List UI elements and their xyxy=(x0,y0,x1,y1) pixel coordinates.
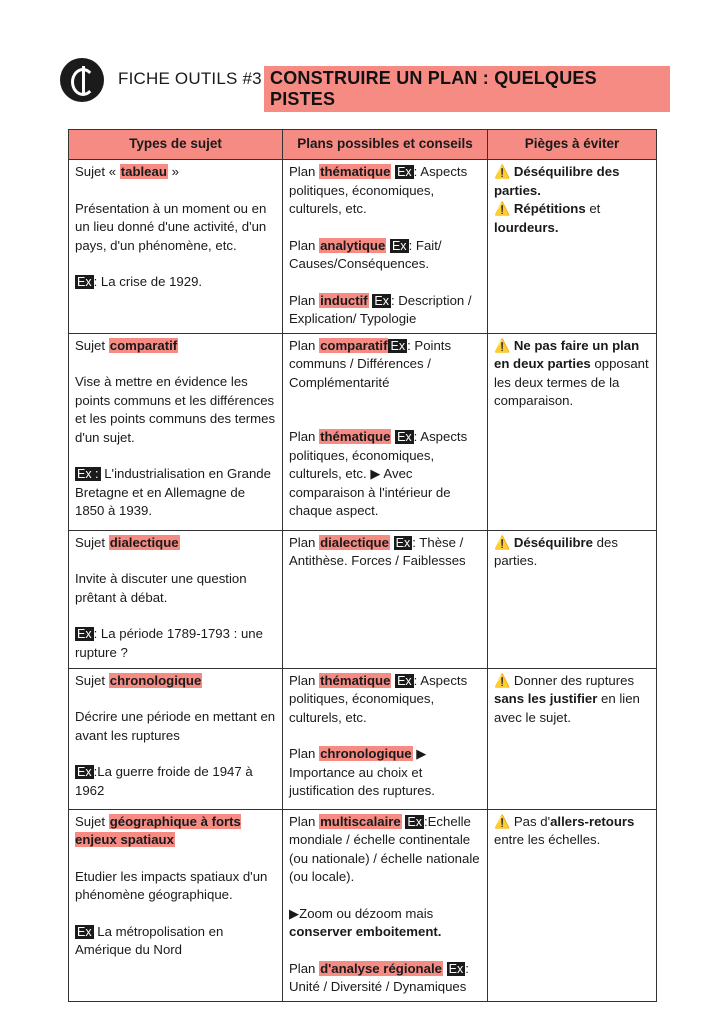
logo-icon xyxy=(60,58,104,102)
warning-icon: ⚠️ xyxy=(494,534,511,550)
table-row xyxy=(69,333,657,530)
type-example: Ex : La crise de 1929. xyxy=(77,274,203,289)
page-header xyxy=(60,56,670,109)
plans-cell xyxy=(283,530,488,668)
table-row xyxy=(69,668,657,809)
plans-cell xyxy=(283,809,488,1001)
ex-badge: Ex xyxy=(77,924,92,939)
warning-icon: ⚠️ xyxy=(494,164,511,179)
ex-badge: Ex xyxy=(77,627,92,641)
type-cell: Sujet dialectique Invite à discuter une question prêtant à débat. Ex : La période 1789-1793 : une rupture ? xyxy=(69,530,283,668)
ex-badge: Ex xyxy=(77,765,92,779)
plan-item: Plan d'analyse régionale Ex : Unité / Diversité / Dynamiques xyxy=(289,960,469,994)
column-header-plans: Plans possibles et conseils xyxy=(283,130,488,160)
type-highlight: tableau xyxy=(120,164,167,179)
type-description: Etudier les impacts spatiaux d'un phénomène géographique. xyxy=(75,868,268,902)
table-row xyxy=(69,809,657,1001)
ex-badge: Ex xyxy=(77,275,92,289)
warning-icon: ⚠️ xyxy=(494,337,511,353)
plan-item: Plan comparatif Ex : Points communs / Différences / Complémentarité xyxy=(289,337,452,390)
pitfalls-cell: ⚠️ Déséquilibre des parties. xyxy=(488,530,657,668)
warning-icon: ⚠️ xyxy=(494,201,511,216)
plan-item: Plan thématique Ex : Aspects politiques, économiques, culturels, etc. xyxy=(289,672,468,725)
type-description: Présentation à un moment ou en un lieu donné d'une activité, d'un pays, d'un phénomène, etc. xyxy=(75,200,267,253)
plan-item: Plan multiscalaire Ex :Echelle mondiale / échelle continentale (ou nationale) / échelle nationale (ou locale). xyxy=(289,813,480,884)
plan-item: Plan thématique Ex : Aspects politiques, économiques, culturels, etc. ▶ Avec comparaison à l'intérieur de chaque aspect. xyxy=(289,429,468,518)
type-cell: Sujet chronologique Décrire une période en mettant en avant les ruptures Ex :La guerre froide de 1947 à 1962 xyxy=(69,668,283,809)
type-description: Invite à discuter une question prêtant à débat. xyxy=(75,571,247,605)
type-description: Vise à mettre en évidence les points communs et les différences et les points communs des termes d'un sujet. xyxy=(75,374,276,445)
page-subtitle: CONSTRUIRE UN PLAN : QUELQUES PISTES xyxy=(264,66,670,112)
type-highlight: chronologique xyxy=(109,672,202,688)
page-title: FICHE OUTILS #3 xyxy=(118,69,262,88)
plans-cell xyxy=(283,668,488,809)
type-highlight: comparatif xyxy=(109,337,178,353)
plan-item: Plan dialectique Ex : Thèse / Antithèse. Forces / Faiblesses xyxy=(289,534,466,568)
table-row xyxy=(69,530,657,668)
plans-cell xyxy=(283,333,488,530)
type-example: Ex : La période 1789-1793 : une rupture ? xyxy=(75,626,263,660)
type-example: Ex La métropolisation en Amérique du Nord xyxy=(75,923,224,957)
plan-item: ▶Zoom ou dézoom mais conserver emboitement. xyxy=(289,905,442,939)
pitfalls-cell: ⚠️ Pas d'allers-retours entre les échelles. xyxy=(488,809,657,1001)
column-header-types: Types de sujet xyxy=(69,130,283,160)
type-highlight: géographique à forts enjeux spatiaux xyxy=(75,813,241,847)
ex-badge: Ex : xyxy=(77,467,99,481)
table-row xyxy=(69,160,657,334)
plan-item: Plan chronologique ▶ Importance au choix et justification des ruptures. xyxy=(289,746,435,798)
type-cell: Sujet comparatif Vise à mettre en évidence les points communs et les différences et les points communs des termes d'un sujet. Ex : L'industrialisation en Grande Bretagne et en Allemagne de 1850 à 1939. xyxy=(69,333,283,530)
column-header-pitfalls: Pièges à éviter xyxy=(488,130,657,160)
plan-item: Plan analytique Ex : Fait/ Causes/Conséquences. xyxy=(289,237,442,271)
plan-item: Plan inductif Ex : Description / Explication/ Typologie xyxy=(289,292,472,326)
warning-icon: ⚠️ xyxy=(494,813,511,829)
type-cell: Sujet géographique à forts enjeux spatiaux Etudier les impacts spatiaux d'un phénomène géographique. Ex La métropolisation en Amérique du Nord xyxy=(69,809,283,1001)
pitfalls-cell: ⚠️ Déséquilibre des parties. ⚠️ Répétitions et lourdeurs. xyxy=(488,160,657,334)
type-example: Ex :La guerre froide de 1947 à 1962 xyxy=(75,764,253,798)
table-header-row xyxy=(69,130,657,160)
plan-item: Plan thématique Ex : Aspects politiques, économiques, culturels, etc. xyxy=(289,164,468,216)
pitfalls-cell: ⚠️ Donner des ruptures sans les justifier en lien avec le sujet. xyxy=(488,668,657,809)
type-highlight: dialectique xyxy=(109,534,179,550)
type-example: Ex : L'industrialisation en Grande Bretagne et en Allemagne de 1850 à 1939. xyxy=(75,466,271,518)
plans-cell xyxy=(283,160,488,334)
type-description: Décrire une période en mettant en avant les ruptures xyxy=(75,709,276,743)
plans-table xyxy=(68,129,657,1002)
type-cell: Sujet « tableau » Présentation à un moment ou en un lieu donné d'une activité, d'un pays, d'un phénomène, etc. Ex : La crise de 1929. xyxy=(69,160,283,334)
warning-icon: ⚠️ xyxy=(494,672,511,688)
pitfalls-cell: ⚠️ Ne pas faire un plan en deux parties opposant les deux termes de la comparaison. xyxy=(488,333,657,530)
